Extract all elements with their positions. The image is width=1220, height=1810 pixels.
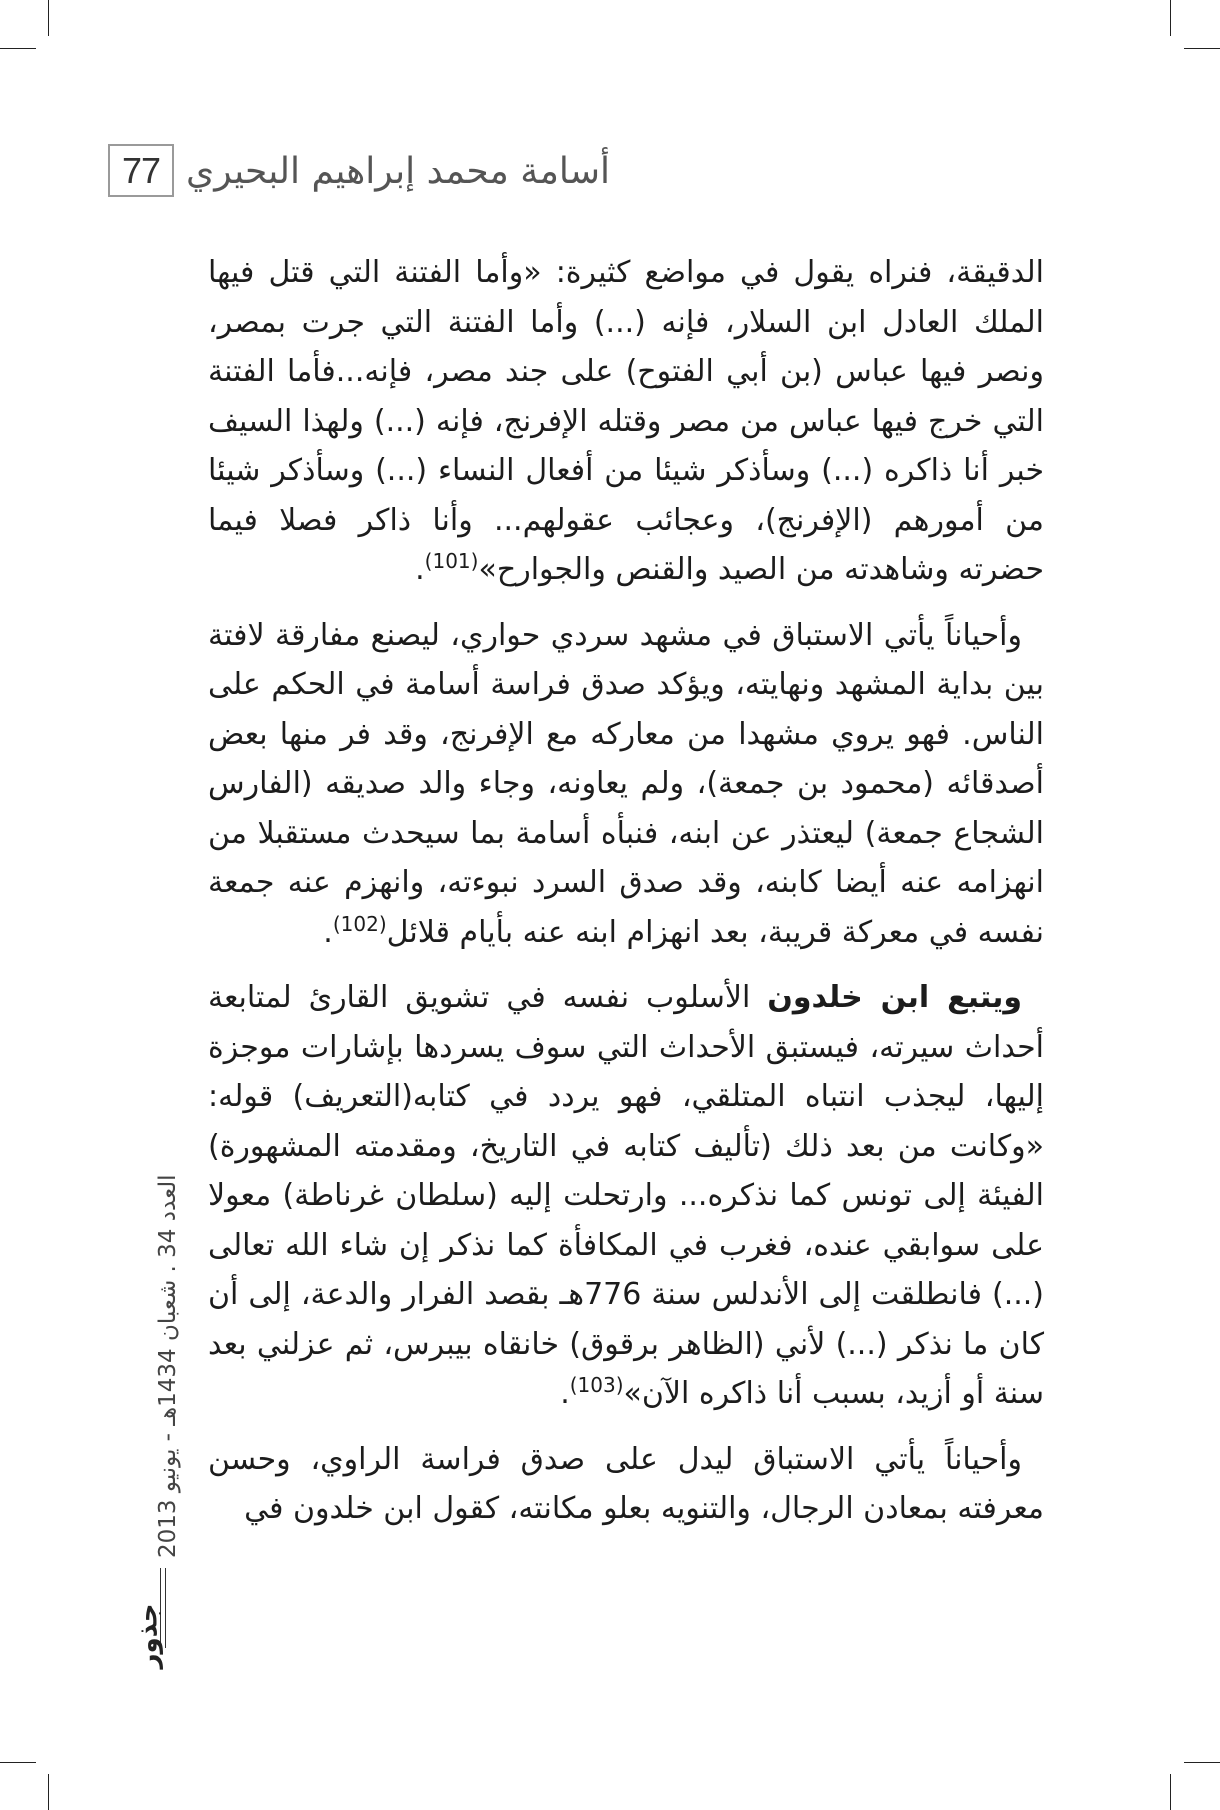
page-number: 77 [108, 144, 174, 197]
footnote-ref: (103) [569, 1373, 624, 1397]
paragraph-end: . [560, 1376, 570, 1411]
running-head: أسامة محمد إبراهيم البحيري [186, 151, 610, 192]
paragraph-text: وأحياناً يأتي الاستباق ليدل على صدق فراسة الراوي، وحسن معرفته بمعادن الرجال، والتنويه بعلو مكانته، كقول ابن خلدون في [208, 1441, 1044, 1526]
crop-mark-top-left-v [48, 0, 49, 36]
journal-logo-text: جذور [133, 1603, 164, 1669]
crop-mark-top-left-h [0, 48, 36, 49]
paragraph-text: الأسلوب نفسه في تشويق القارئ لمتابعة أحداث سيرته، فيستبق الأحداث التي سوف يسردها بإشارات موجزة إليها، ليجذب انتباه المتلقي، فهو يردد في كتابه(التعريف) قوله: «وكانت من بعد ذلك (تأليف كتابه في التاريخ، ومقدمته المشهورة) الفيئة إلى تونس كما نذكره... وارتحلت إليه (سلطان غرناطة) معولا على سوابقي عنده، فغرب في المكافأة كما نذكر إن شاء الله تعالى (...) فانطلقت إلى الأندلس سنة 776هـ بقصد الفرار والدعة، إلى أن كان ما نذكر (...) لأني (الظاهر برقوق) خانقاه بيبرس، ثم عزلني بعد سنة أو أزيد، بسبب أنا ذاكره الآن» [208, 980, 1045, 1411]
crop-mark-bottom-left-v [48, 1774, 49, 1810]
article-body [208, 248, 1044, 1550]
paragraph-end: . [415, 552, 425, 587]
footnote-ref: (101) [424, 549, 479, 573]
paragraph [208, 248, 1044, 595]
crop-mark-top-right-v [1170, 0, 1171, 36]
journal-logo [124, 1603, 172, 1669]
crop-mark-bottom-left-h [0, 1762, 36, 1763]
paragraph-lead-bold: ويتبع ابن خلدون [767, 980, 1023, 1015]
issue-info: العدد 34 . شعبان 1434هـ - يونيو 2013 [155, 1174, 181, 1558]
paragraph [208, 973, 1044, 1419]
paragraph [208, 611, 1044, 958]
paragraph-text: وأحياناً يأتي الاستباق في مشهد سردي حواري، ليصنع مفارقة لافتة بين بداية المشهد ونهايته، ويؤكد صدق فراسة أسامة في الحكم على الناس. فهو يروي مشهدا من معاركه مع الإفرنج، وقد فر منها بعض أصدقائه (محمود بن جمعة)، ولم يعاونه، وجاء والد صديقه (الفارس الشجاع جمعة) ليعتذر عن ابنه، فنبأه أسامة بما سيحدث مستقبلا من انهزامه عنه أيضا كابنه، وقد صدق السرد نبوءته، وانهزم عنه جمعة نفسه في معركة قريبة، بعد انهزام ابنه عنه بأيام قلائل [208, 617, 1044, 950]
footnote-ref: (102) [332, 911, 387, 936]
crop-mark-top-right-h [1184, 48, 1220, 49]
paragraph-text: الدقيقة، فنراه يقول في مواضع كثيرة: «وأما الفتنة التي قتل فيها الملك العادل ابن السلار، فإنه (...) وأما الفتنة التي جرت بمصر، ونصر فيها عباس (بن أبي الفتوح) على جند مصر، فإنه...فأما الفتنة التي خرج فيها عباس من مصر وقتله الإفرنج، فإنه (...) ولهذا السيف خبر أنا ذاكره (...) وسأذكر شيئا من أفعال النساء (...) وسأذكر شيئا من أمورهم (الإفرنج)، وعجائب عقولهم... وأنا ذاكر فصلا فيما حضرته وشاهدته من الصيد والقنص والجوارح» [208, 255, 1044, 587]
paragraph [208, 1435, 1044, 1534]
paragraph-end: . [323, 914, 333, 950]
crop-mark-bottom-right-v [1170, 1774, 1171, 1810]
crop-mark-bottom-right-h [1184, 1762, 1220, 1763]
